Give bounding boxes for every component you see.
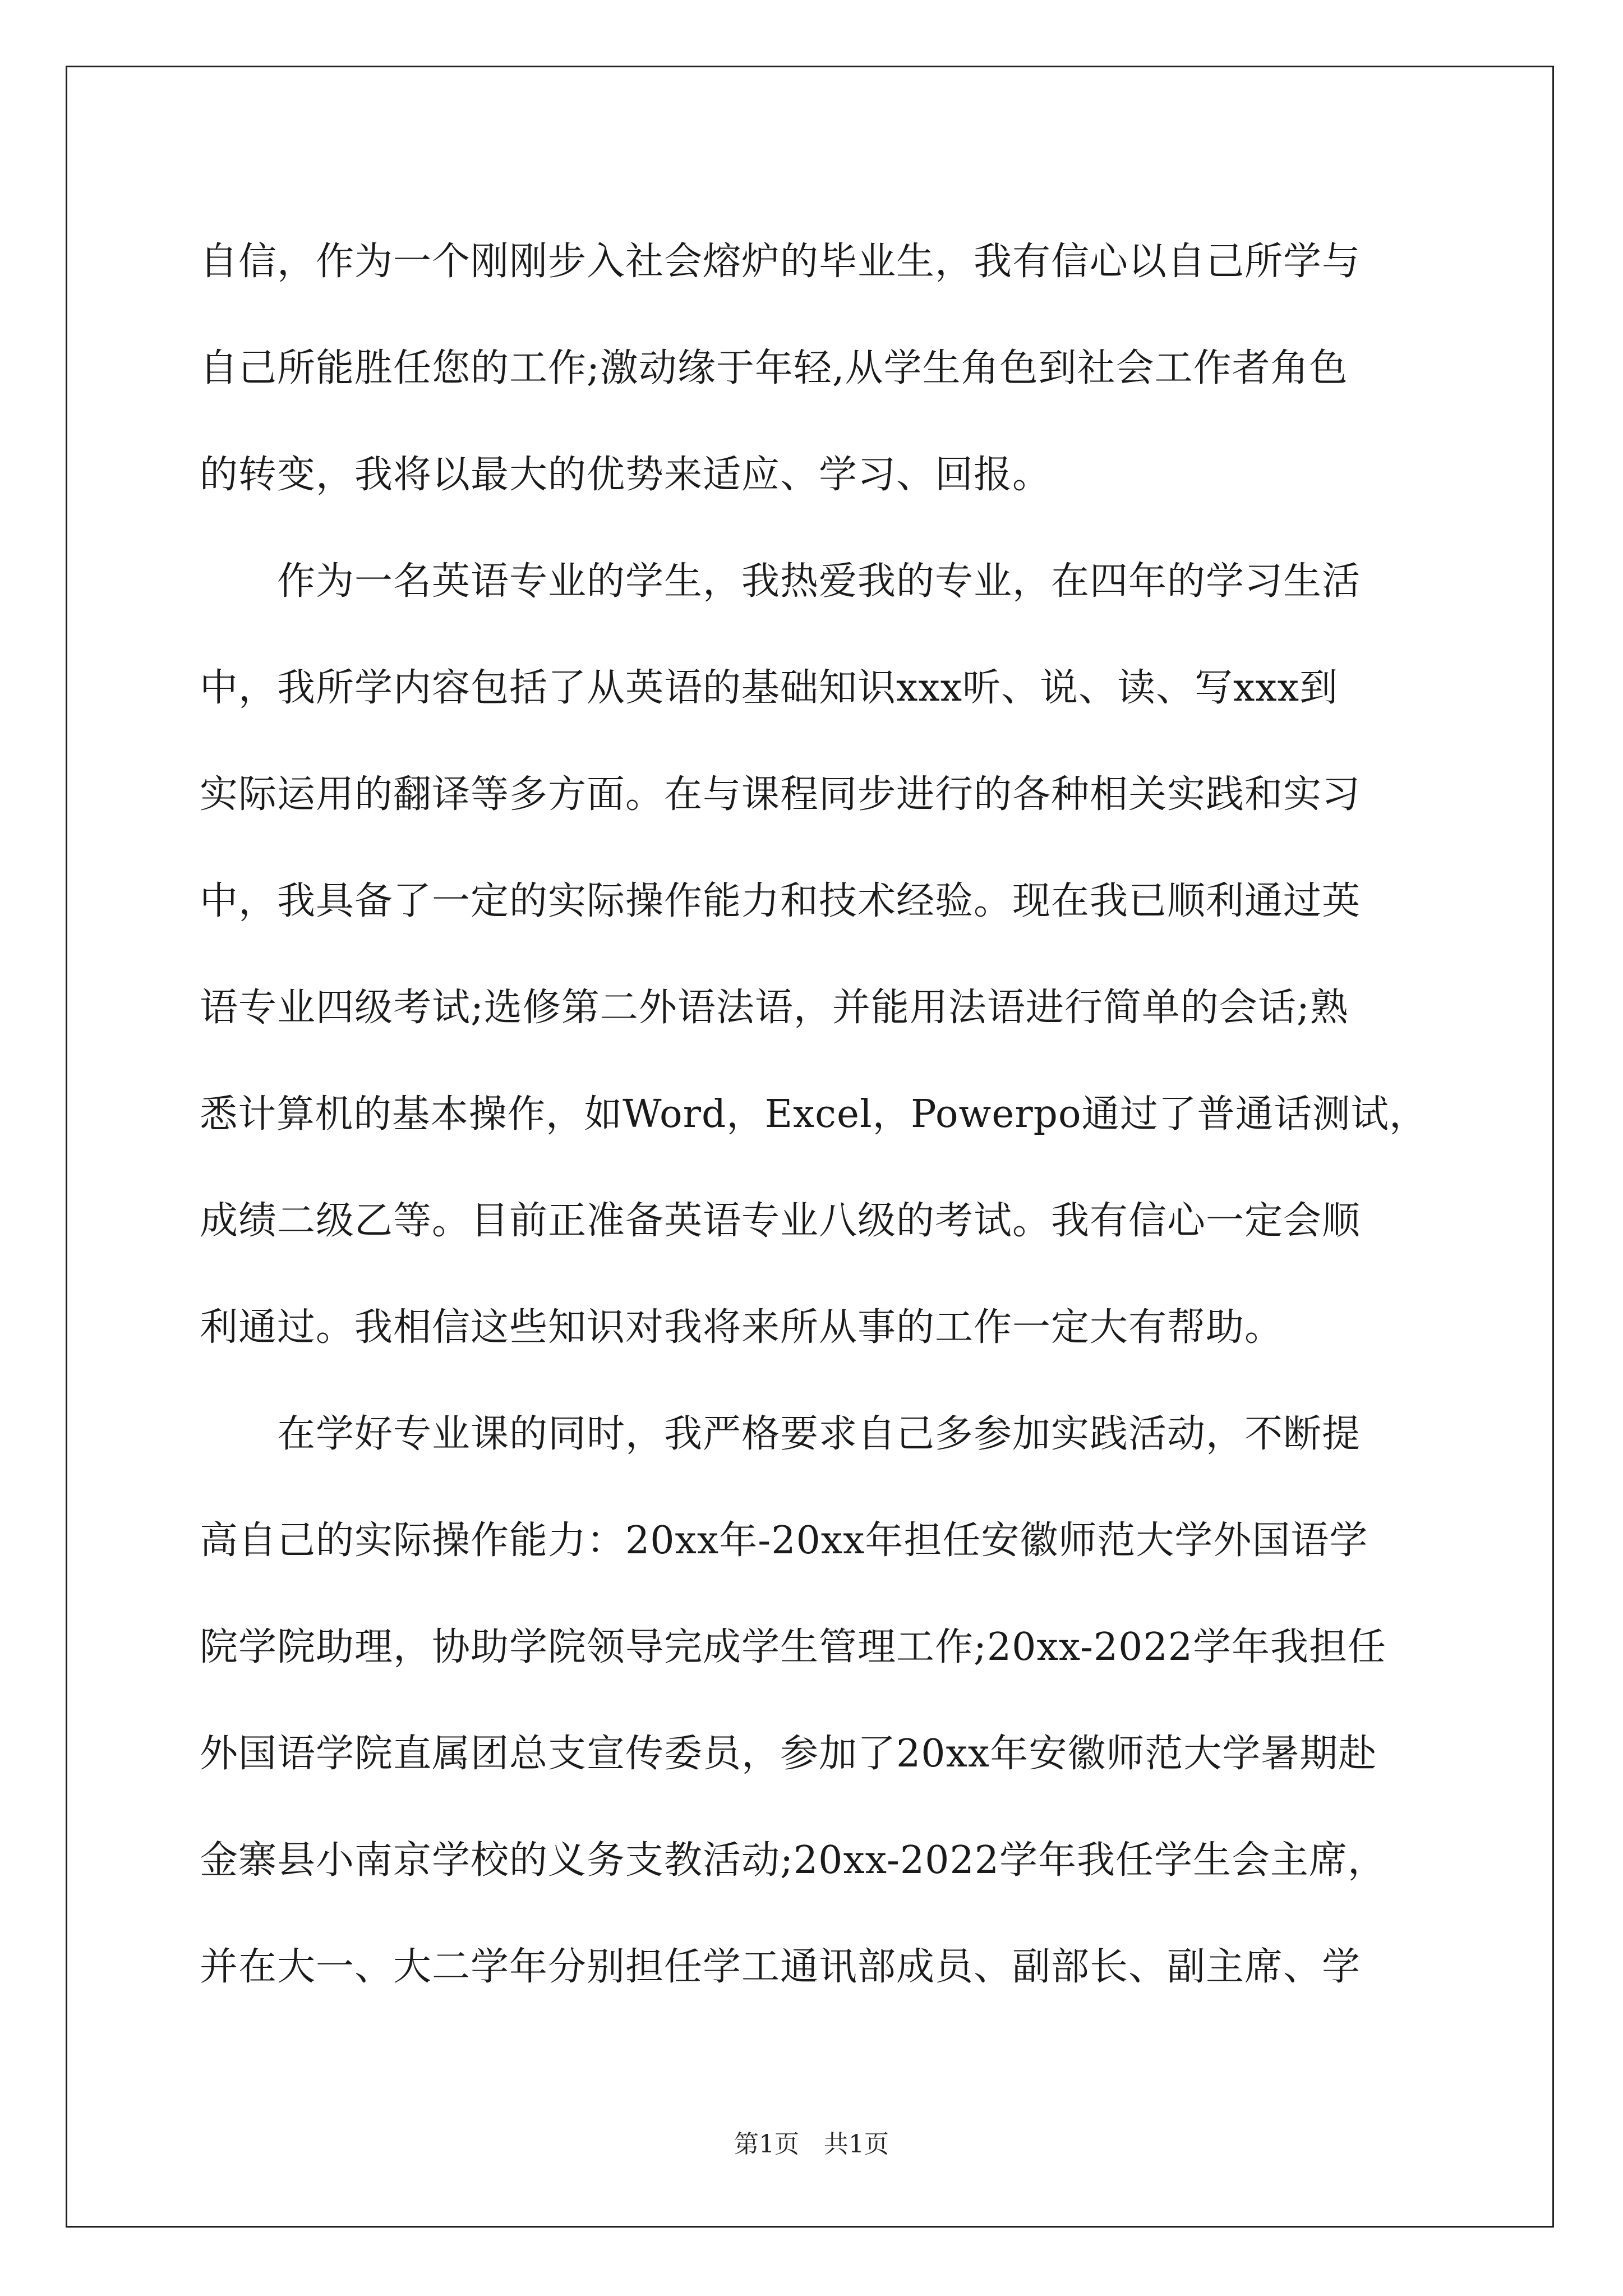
- text-line: 成绩二级乙等。目前正准备英语专业八级的考试。我有信心一定会顺: [200, 1199, 1361, 1243]
- text-line: 院学院助理，协助学院领导完成学生管理工作;20xx-2022学年我担任: [200, 1625, 1386, 1669]
- text-line: 作为一名英语专业的学生，我热爱我的专业，在四年的学习生活: [200, 559, 1361, 604]
- text-line: 中，我所学内容包括了从英语的基础知识xxx听、说、读、写xxx到: [200, 666, 1339, 710]
- text-line: 金寨县小南京学校的义务支教活动;20xx-2022学年我任学生会主席，: [200, 1838, 1386, 1883]
- text-line: 在学好专业课的同时，我严格要求自己多参加实践活动，不断提: [200, 1412, 1361, 1456]
- text-line: 悉计算机的基本操作，如Word，Excel，Powerpo通过了普通话测试，: [200, 1092, 1428, 1137]
- text-line: 利通过。我相信这些知识对我将来所从事的工作一定大有帮助。: [200, 1305, 1284, 1350]
- text-line: 中，我具备了一定的实际操作能力和技术经验。现在我已顺利通过英: [200, 879, 1361, 923]
- text-line: 实际运用的翻译等多方面。在与课程同步进行的各种相关实践和实习: [200, 772, 1361, 817]
- text-line: 自信，作为一个刚刚步入社会熔炉的毕业生，我有信心以自己所学与: [200, 240, 1361, 284]
- text-line: 语专业四级考试;选修第二外语法语，并能用法语进行简单的会话;熟: [200, 986, 1349, 1030]
- text-line: 的转变，我将以最大的优势来适应、学习、回报。: [200, 453, 1052, 497]
- text-line: 高自己的实际操作能力：20xx年-20xx年担任安徽师范大学外国语学: [200, 1519, 1368, 1563]
- text-line: 并在大一、大二学年分别担任学工通讯部成员、副部长、副主席、学: [200, 1945, 1361, 1989]
- page-number-footer: 第1页 共1页: [734, 2130, 889, 2159]
- body-text: [200, 209, 1428, 2021]
- text-line: 外国语学院直属团总支宣传委员，参加了20xx年安徽师范大学暑期赴: [200, 1732, 1377, 1776]
- text-line: 自己所能胜任您的工作;激动缘于年轻,从学生角色到社会工作者角色: [200, 346, 1348, 390]
